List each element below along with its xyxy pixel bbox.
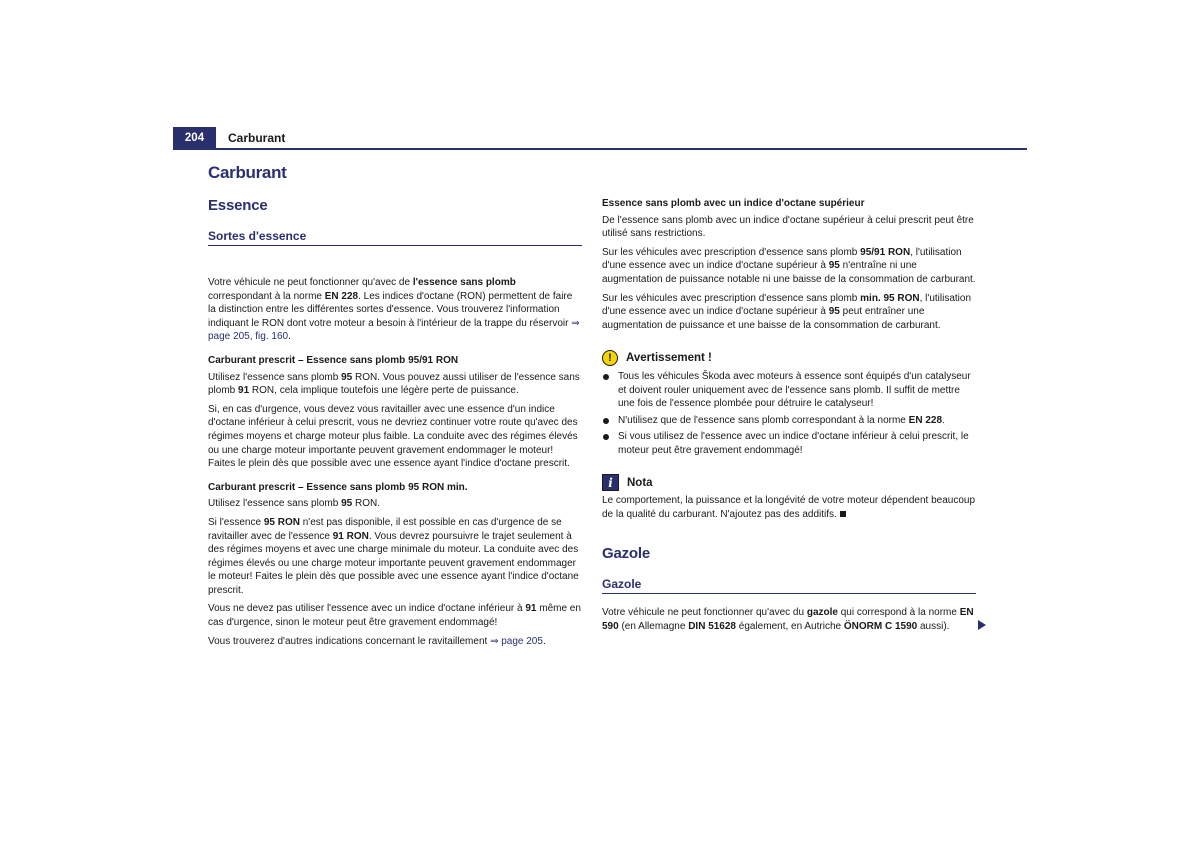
paragraph: De l'essence sans plomb avec un indice d'octane supérieur à celui prescrit peut être utilisé sans restrictions. <box>602 214 974 240</box>
bold-text: l'essence sans plomb <box>412 277 516 288</box>
paragraph <box>208 276 582 344</box>
subheading-octane-superieur: Essence sans plomb avec un indice d'octane supérieur <box>602 198 865 209</box>
text-run: correspondant à la norme <box>208 290 325 302</box>
bold-text: 91 <box>238 385 250 397</box>
bold-text: 95 <box>828 306 840 318</box>
paragraph <box>208 635 582 649</box>
subsection-title-sortes: Sortes d'essence <box>208 229 582 246</box>
paragraph <box>602 246 976 287</box>
text-run: , l'utilisation d'une essence avec un indice d'octane supérieur à <box>602 246 962 272</box>
next-page-arrow-icon <box>978 620 986 630</box>
left-body <box>208 276 582 648</box>
running-header-title: Carburant <box>228 131 286 145</box>
warning-exclamation-icon: ! <box>602 350 618 366</box>
text-run: Votre véhicule ne peut fonctionner qu'avec du <box>602 607 807 618</box>
text-run: . <box>288 331 291 343</box>
subheading-prescrit-95-min: Carburant prescrit – Essence sans plomb 95 RON min. <box>208 481 468 493</box>
bold-text: EN 228 <box>908 414 943 426</box>
subheading-prescrit-95-91: Carburant prescrit – Essence sans plomb 95/91 RON <box>208 354 459 366</box>
warning-item <box>602 370 976 411</box>
nota-heading <box>602 474 653 491</box>
text-run: également, en Autriche <box>736 620 844 632</box>
text-run: Sur les véhicules avec prescription d'essence sans plomb <box>602 246 861 258</box>
text-run: Si l'essence <box>208 516 264 528</box>
text-run: Si vous utilisez de l'essence avec un indice d'octane inférieur à celui prescrit, le moteur peut être gravement endommagé! <box>618 431 969 456</box>
bold-text: 95 RON <box>263 516 300 528</box>
text-run: Vous trouverez d'autres indications concernant le ravitaillement <box>208 635 491 647</box>
warning-item <box>602 414 976 428</box>
warning-title: Avertissement ! <box>626 352 712 364</box>
paragraph <box>208 497 582 511</box>
text-run: . <box>942 414 945 426</box>
bold-text: gazole <box>806 607 838 618</box>
paragraph: Si, en cas d'urgence, vous devez vous ravitailler avec une essence d'un indice d'octane inférieur à celui prescrit, vous ne devriez continuer votre route qu'avec des régimes moyens et charge moteur plus faible. La conduite avec des régimes élevés ou une charge moteur importante peuvent gravement endommager le moteur! Faites le plein dès que possible avec une essence ayant l'indice d'octane prescrit. <box>208 403 578 470</box>
right-body-top <box>602 197 976 332</box>
text-run: Tous les véhicules Škoda avec moteurs à essence sont équipés d'un catalyseur et doivent rouler uniquement avec de l'essence sans plomb. Il suffit de mettre une fois de l'essence plombée pour détruire le catalyseur! <box>618 371 971 410</box>
text-run: Votre véhicule ne peut fonctionner qu'avec de <box>208 277 413 288</box>
page-number: 204 <box>173 127 216 148</box>
bold-text: 91 RON <box>332 530 369 542</box>
bold-text: EN 590 <box>602 607 974 632</box>
warning-item <box>602 430 976 457</box>
cross-reference-link[interactable]: ⇒ page 205, fig. 160 <box>208 317 580 343</box>
text-run: RON. Vous pouvez aussi utiliser de l'essence sans plomb <box>208 371 580 397</box>
bold-text: DIN 51628 <box>688 620 736 632</box>
text-run: . Les indices d'octane (RON) permettent de faire la distinction entre les différentes sortes d'essence. Vous trouverez l'information indiquant le RON dont votre moteur a besoin à l'intérieur de la trappe du réservoir <box>208 290 573 329</box>
text-run: (en Allemagne <box>618 620 689 632</box>
text-run: Vous ne devez pas utiliser l'essence avec un indice d'octane inférieur à <box>208 603 526 615</box>
bold-text: 95 <box>828 260 840 272</box>
paragraph <box>208 602 582 629</box>
right-body-gazole <box>602 606 976 633</box>
nota-text: Le comportement, la puissance et la longévité de votre moteur dépendent beaucoup de la qualité du carburant. N'ajoutez pas des additifs. <box>602 495 976 520</box>
text-run: . Vous devrez poursuivre le trajet seulement à des régimes moyens et avec une charge minimale du moteur. La conduite avec des régimes élevés ou une charge moteur importante peuvent gravement endommager le moteur! Faites le plein dès que possible avec une essence ayant l'indice d'octane prescrit. <box>208 530 579 596</box>
bold-text: EN 228 <box>324 290 359 302</box>
bold-text: 95/91 RON <box>860 246 911 258</box>
nota-title: Nota <box>627 476 653 489</box>
text-run: N'utilisez que de l'essence sans plomb correspondant à la norme <box>618 414 909 426</box>
text-run: Sur les véhicules avec prescription d'essence sans plomb <box>602 292 861 304</box>
text-run: , l'utilisation d'une essence avec un indice d'octane supérieur à <box>602 292 972 318</box>
bold-text: ÖNORM C 1590 <box>843 620 918 632</box>
chapter-title: Carburant <box>208 163 287 182</box>
text-run: même en cas d'urgence, sinon le moteur peut être gravement endommagé! <box>208 603 581 629</box>
bold-text: 95 <box>341 371 353 383</box>
subsection-title-gazole: Gazole <box>602 577 976 594</box>
info-i-icon: i <box>602 474 619 491</box>
section-title-essence: Essence <box>208 197 268 214</box>
text-run: peut entraîner une augmentation de puissance et une baisse de la consommation de carburant. <box>602 306 941 331</box>
header-rule <box>173 148 1027 150</box>
text-run: aussi). <box>917 620 950 632</box>
warning-list <box>602 370 976 458</box>
cross-reference-link[interactable]: ⇒ page 205 <box>490 635 543 647</box>
text-run: n'entraîne ni une augmentation de puissance notable ni une baisse de la consommation de carburant. <box>602 260 976 285</box>
bold-text: 91 <box>525 603 537 615</box>
bold-text: 95 <box>341 498 353 510</box>
text-run: n'est pas disponible, il est possible en cas d'urgence de se ravitailler avec de l'essence <box>208 516 562 542</box>
text-run: Utilisez l'essence sans plomb <box>208 498 342 510</box>
text-run: RON, cela implique toutefois une légère perte de puissance. <box>249 385 519 397</box>
paragraph <box>602 292 976 333</box>
section-title-gazole: Gazole <box>602 545 650 562</box>
text-run: RON. <box>352 498 380 510</box>
paragraph <box>208 371 582 398</box>
end-of-section-square-icon <box>840 511 846 517</box>
text-run: . <box>542 635 546 647</box>
nota-body <box>602 494 976 521</box>
paragraph <box>208 516 582 598</box>
warning-heading <box>602 350 712 366</box>
text-run: qui correspond à la norme <box>837 607 960 618</box>
bold-text: min. 95 RON <box>860 292 920 304</box>
text-run: Utilisez l'essence sans plomb <box>208 371 342 383</box>
paragraph <box>602 606 976 633</box>
